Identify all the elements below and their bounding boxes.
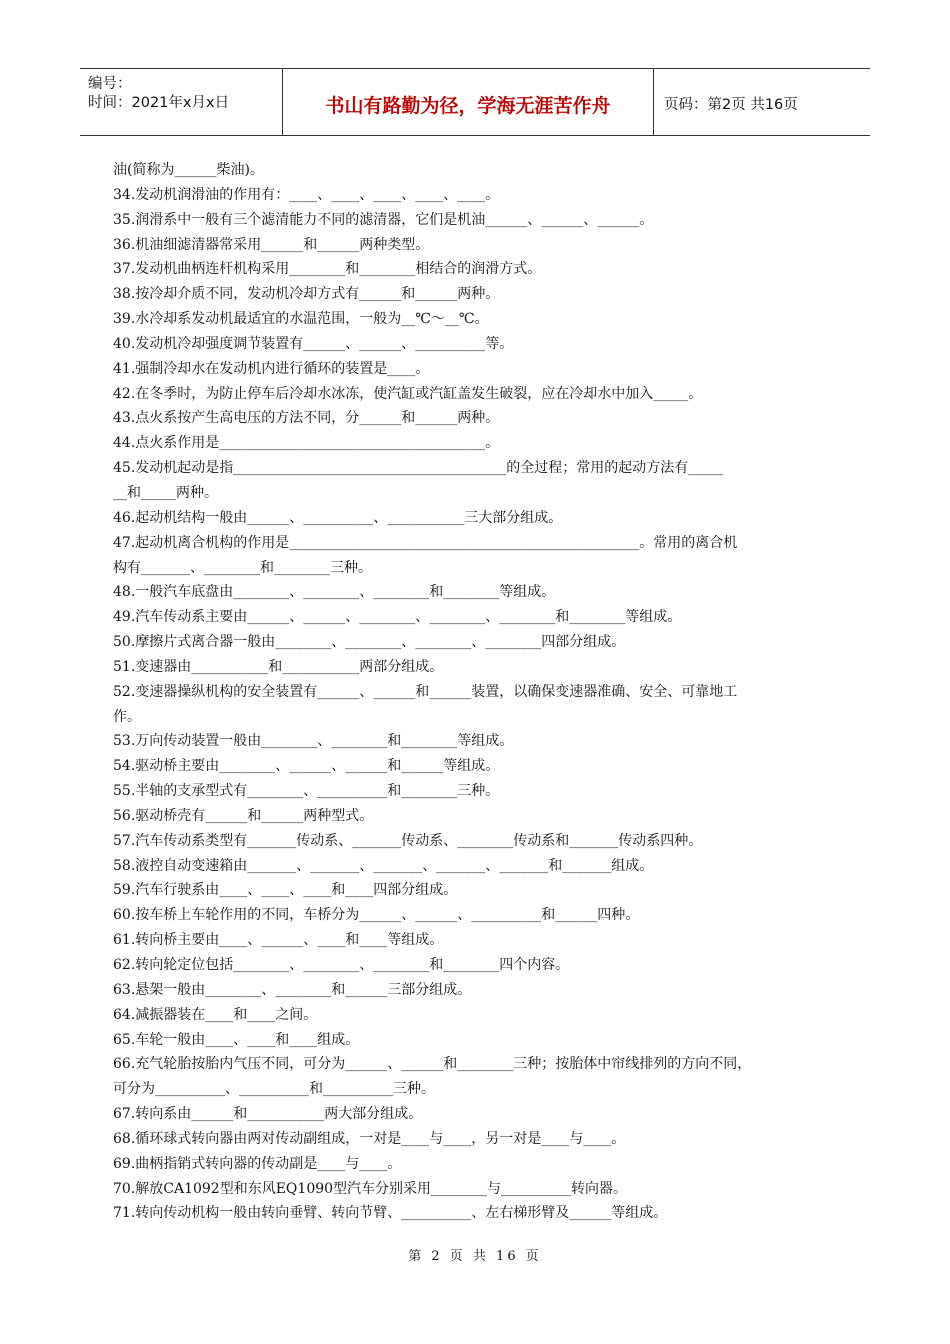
question-line: 54.驱动桥主要由________、______、______和______等组成。 bbox=[113, 758, 500, 775]
question-line: 41.强制冷却水在发动机内进行循环的装置是____。 bbox=[113, 360, 430, 377]
question-line: 可分为__________、__________和__________三种。 bbox=[113, 1081, 435, 1098]
question-line: 48.一般汽车底盘由________、________、________和________等组成。 bbox=[113, 584, 556, 601]
question-line: 47.起动机离合机构的作用是__________________________________________________。常用的离合机 bbox=[113, 534, 738, 551]
question-line: 69.曲柄指销式转向器的传动副是____与____。 bbox=[113, 1155, 402, 1172]
question-line: 42.在冬季时，为防止停车后冷却水冰冻，使汽缸或汽缸盖发生破裂，应在冷却水中加入_____。 bbox=[113, 385, 703, 402]
question-line: 50.摩擦片式离合器一般由________、________、________、________四部分组成。 bbox=[113, 634, 626, 651]
header-meta bbox=[80, 69, 282, 135]
question-line: 66.充气轮胎按胎内气压不同，可分为______、______和________三种；按胎体中帘线排列的方向不同， bbox=[113, 1056, 752, 1073]
question-line: 71.转向传动机构一般由转向垂臂、转向节臂、__________、左右梯形臂及______等组成。 bbox=[113, 1205, 668, 1222]
header-page-info bbox=[654, 69, 870, 135]
question-line: 52.变速器操纵机构的安全装置有______、______和______装置，以确保变速器准确、安全、可靠地工 bbox=[113, 683, 738, 700]
page-header bbox=[80, 68, 870, 136]
question-line: 46.起动机结构一般由______、__________、___________三大部分组成。 bbox=[113, 509, 563, 526]
question-line: 70.解放CA1092型和东风EQ1090型汽车分别采用________与__________转向器。 bbox=[113, 1180, 628, 1197]
header-motto bbox=[282, 69, 654, 135]
question-line: 39.水冷却系发动机最适宜的水温范围，一般为__℃～__℃。 bbox=[113, 311, 489, 328]
date-label: 时间：2021年x月x日 bbox=[88, 95, 230, 111]
question-line: 43.点火系按产生高电压的方法不同，分______和______两种。 bbox=[113, 410, 500, 427]
question-line: 40.发动机冷却强度调节装置有______、______、__________等。 bbox=[113, 335, 514, 352]
question-line: 65.车轮一般由____、____和____组成。 bbox=[113, 1031, 360, 1048]
question-line: 38.按冷却介质不同，发动机冷却方式有______和______两种。 bbox=[113, 286, 500, 303]
page-footer: 第 2 页 共 16 页 bbox=[408, 1249, 542, 1264]
question-line: 64.减振器装在____和____之间。 bbox=[113, 1006, 318, 1023]
question-line: 62.转向轮定位包括________、________、________和________四个内容。 bbox=[113, 957, 570, 973]
motto-text: 书山有路勤为径，学海无涯苦作舟 bbox=[325, 95, 611, 117]
question-line: 49.汽车传动系主要由______、______、________、________、________和________等组成。 bbox=[113, 609, 682, 626]
code-label: 编号： bbox=[88, 76, 132, 92]
question-line: 61.转向桥主要由____、______、____和____等组成。 bbox=[113, 932, 444, 949]
question-line: 58.液控自动变速箱由_______、_______、_______、_______、_______和_______组成。 bbox=[113, 857, 654, 874]
question-line: 53.万向传动装置一般由________、________和________等组成。 bbox=[113, 733, 514, 750]
question-line: 45.发动机起动是指_______________________________________的全过程；常用的起动方法有_____ bbox=[113, 460, 724, 477]
page-info-text: 页码：第2页 共16页 bbox=[664, 97, 798, 113]
question-line: 60.按车桥上车轮作用的不同，车桥分为______、______、__________和______四种。 bbox=[113, 907, 640, 924]
question-line: 56.驱动桥壳有______和______两种型式。 bbox=[113, 807, 374, 824]
question-line: 37.发动机曲柄连杆机构采用________和________相结合的润滑方式。 bbox=[113, 261, 542, 278]
question-line: 油(简称为______柴油)。 bbox=[113, 162, 264, 178]
question-line: __和_____两种。 bbox=[113, 484, 218, 501]
question-line: 63.悬架一般由________、________和______三部分组成。 bbox=[113, 981, 472, 998]
question-line: 57.汽车传动系类型有_______传动系、_______传动系、________传动系和_______传动系四种。 bbox=[113, 832, 703, 849]
question-line: 34.发动机润滑油的作用有：____、____、____、____、____。 bbox=[113, 186, 500, 203]
question-line: 44.点火系作用是______________________________________。 bbox=[113, 435, 500, 452]
question-line: 51.变速器由___________和___________两部分组成。 bbox=[113, 658, 444, 675]
question-line: 35.润滑系中一般有三个滤清能力不同的滤清器，它们是机油______、______、______。 bbox=[113, 211, 654, 228]
question-line: 构有_______、________和________三种。 bbox=[113, 559, 372, 576]
question-line: 作。 bbox=[113, 708, 141, 725]
question-line: 59.汽车行驶系由____、____、____和____四部分组成。 bbox=[113, 882, 458, 899]
question-line: 36.机油细滤清器常采用______和______两种类型。 bbox=[113, 236, 430, 253]
question-line: 67.转向系由______和___________两大部分组成。 bbox=[113, 1106, 423, 1123]
question-line: 68.循环球式转向器由两对传动副组成，一对是____与____，另一对是____与____。 bbox=[113, 1130, 626, 1147]
question-list bbox=[113, 158, 843, 1226]
question-line: 55.半轴的支承型式有________、__________和________三种。 bbox=[113, 783, 500, 800]
